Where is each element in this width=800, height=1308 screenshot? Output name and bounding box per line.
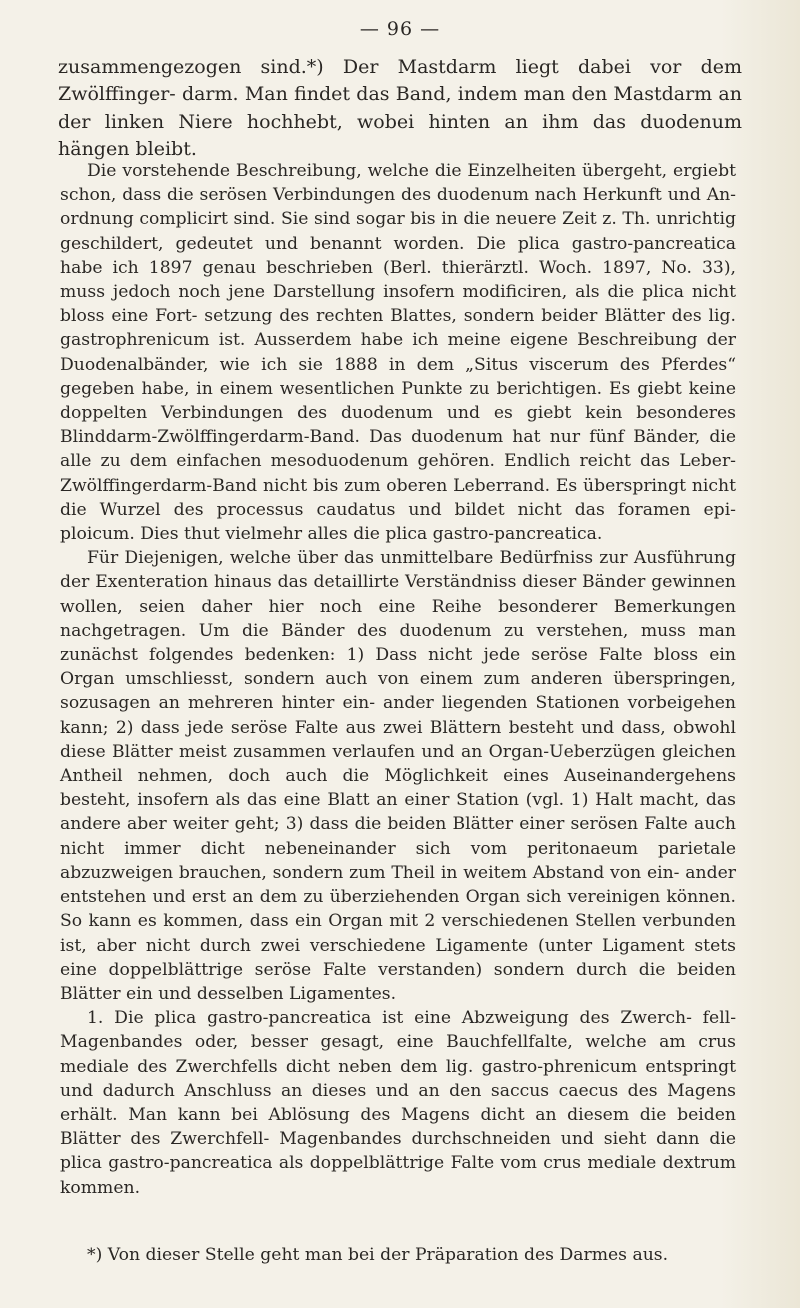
intro-text: zusammengezogen sind.*) Der Mastdarm liegt dabei vor dem Zwölffinger- darm. Man findet das Band, indem man den Mastdarm an der linken Niere hochhebt, wobei hinten an ihm das duodenum hängen bleibt. (58, 56, 742, 161)
page-number: — 96 — (359, 18, 441, 40)
main-text (60, 159, 736, 1200)
paragraph-3: 1. Die plica gastro-pancreatica ist eine Abzweigung des Zwerch- fell-Magenbandes oder, besser gesagt, eine Bauchfellfalte, welche am crus mediale des Zwerchfells dicht neben dem lig. gastro-phrenicum entspringt und dadurch Anschluss an dieses und an den saccus caecus des Magens erhält. Man kann bei Ablösung des Magens dicht an diesem die beiden Blätter des Zwerchfell- Magenbandes durchschneiden und sieht dann die plica gastro-pancreatica als doppelblättrige Falte vom crus mediale dextrum kommen. (60, 1008, 736, 1198)
paragraph-1: Die vorstehende Beschreibung, welche die Einzelheiten übergeht, ergiebt schon, dass die serösen Verbindungen des duodenum nach Herkunft und An- ordnung complicirt sind. Sie sind sogar bis in die neuere Zeit z. Th. unrichtig geschildert, gedeutet und benannt worden. Die plica gastro-pancreatica habe ich 1897 genau beschrieben (Berl. thierärztl. Woch. 1897, No. 33), muss jedoch noch jene Darstellung insofern modificiren, als die plica nicht bloss eine Fort- setzung des rechten Blattes, sondern beider Blätter des lig. gastrophrenicum ist. Ausserdem habe ich meine eigene Beschreibung der Duodenalbänder, wie ich sie 1888 in dem „Situs viscerum des Pferdes“ gegeben habe, in einem wesentlichen Punkte zu berichtigen. Es giebt keine doppelten Verbindungen des duodenum und es giebt kein besonderes Blinddarm-Zwölffingerdarm-Band. Das duodenum hat nur fünf Bänder, die alle zu dem einfachen mesoduodenum gehören. Endlich reicht das Leber-Zwölffingerdarm-Band nicht bis zum oberen Leberrand. Es überspringt nicht die Wurzel des processus caudatus und bildet nicht das foramen epi- ploicum. Dies thut vielmehr alles die plica gastro-pancreatica. (60, 161, 736, 545)
intro-paragraph (58, 54, 742, 164)
footnote: *) Von dieser Stelle geht man bei der Präparation des Darmes aus. (87, 1245, 669, 1265)
paragraph-2: Für Diejenigen, welche über das unmittelbare Bedürfniss zur Ausführung der Exenteration hinaus das detaillirte Verständniss dieser Bänder gewinnen wollen, seien daher hier noch eine Reihe besonderer Bemerkungen nachgetragen. Um die Bänder des duodenum zu verstehen, muss man zunächst folgendes bedenken: 1) Dass nicht jede seröse Falte bloss ein Organ umschliesst, sondern auch von einem zum anderen überspringen, sozusagen an mehreren hinter ein- ander liegenden Stationen vorbeigehen kann; 2) dass jede seröse Falte aus zwei Blättern besteht und dass, obwohl diese Blätter meist zusammen verlaufen und an Organ-Ueberzügen gleichen Antheil nehmen, doch auch die Möglichkeit eines Auseinandergehens besteht, insofern als das eine Blatt an einer Station (vgl. 1) Halt macht, das andere aber weiter geht; 3) dass die beiden Blätter einer serösen Falte auch nicht immer dicht nebeneinander sich vom peritonaeum parietale abzuzweigen brauchen, sondern zum Theil in weitem Abstand von ein- ander entstehen und erst an dem zu überziehenden Organ sich vereinigen können. So kann es kommen, dass ein Organ mit 2 verschiedenen Stellen verbunden ist, aber nicht durch zwei verschiedene Ligamente (unter Ligament stets eine doppelblättrige seröse Falte verstanden) sondern durch die beiden Blätter ein und desselben Ligamentes. (60, 548, 736, 1004)
